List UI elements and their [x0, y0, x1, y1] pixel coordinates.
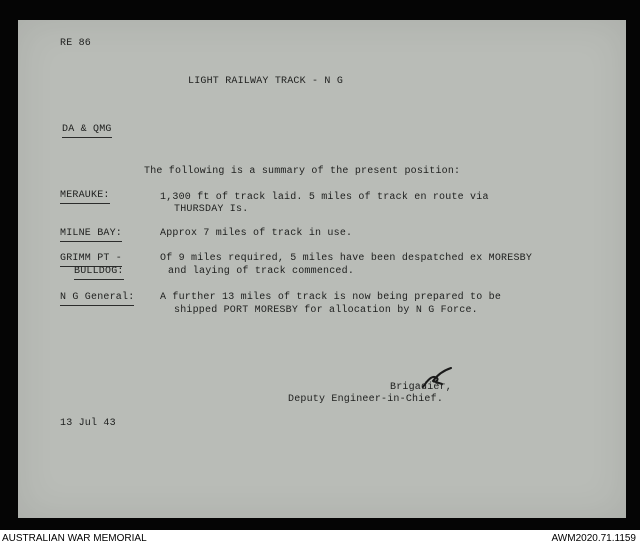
signature-rank: Brigadier, — [390, 382, 453, 393]
entry-label-merauke: MERAUKE: — [60, 190, 110, 204]
entry-label-ng-general: N G General: — [60, 292, 134, 306]
entry-label-milne-bay: MILNE BAY: — [60, 228, 122, 242]
addressee: DA & QMG — [62, 124, 112, 138]
entry-text-ng-general-1: A further 13 miles of track is now being prepared to be — [160, 292, 502, 303]
entry-text-grimm-pt-2: and laying of track commenced. — [168, 266, 355, 277]
reference-number: RE 86 — [60, 38, 92, 49]
footer-credit: AUSTRALIAN WAR MEMORIAL — [2, 533, 147, 544]
document-title: LIGHT RAILWAY TRACK - N G — [188, 76, 344, 87]
entry-text-merauke-1: 1,300 ft of track laid. 5 miles of track en route via — [160, 192, 489, 203]
entry-text-ng-general-2: shipped PORT MORESBY for allocation by N G Force. — [174, 305, 478, 316]
document-date: 13 Jul 43 — [60, 418, 116, 429]
footer-accession-number: AWM2020.71.1159 — [551, 533, 636, 544]
intro-text: The following is a summary of the present position: — [144, 166, 461, 177]
entry-label-grimm-pt-1: GRIMM PT - — [60, 253, 122, 267]
entry-text-grimm-pt-1: Of 9 miles required, 5 miles have been despatched ex MORESBY — [160, 253, 533, 264]
document-page — [18, 20, 626, 518]
entry-label-grimm-pt-2: BULLDOG: — [74, 266, 124, 280]
entry-text-milne-bay: Approx 7 miles of track in use. — [160, 228, 353, 239]
signature-title: Deputy Engineer-in-Chief. — [288, 394, 444, 405]
footer-bar — [0, 530, 640, 546]
entry-text-merauke-2: THURSDAY Is. — [174, 204, 249, 215]
